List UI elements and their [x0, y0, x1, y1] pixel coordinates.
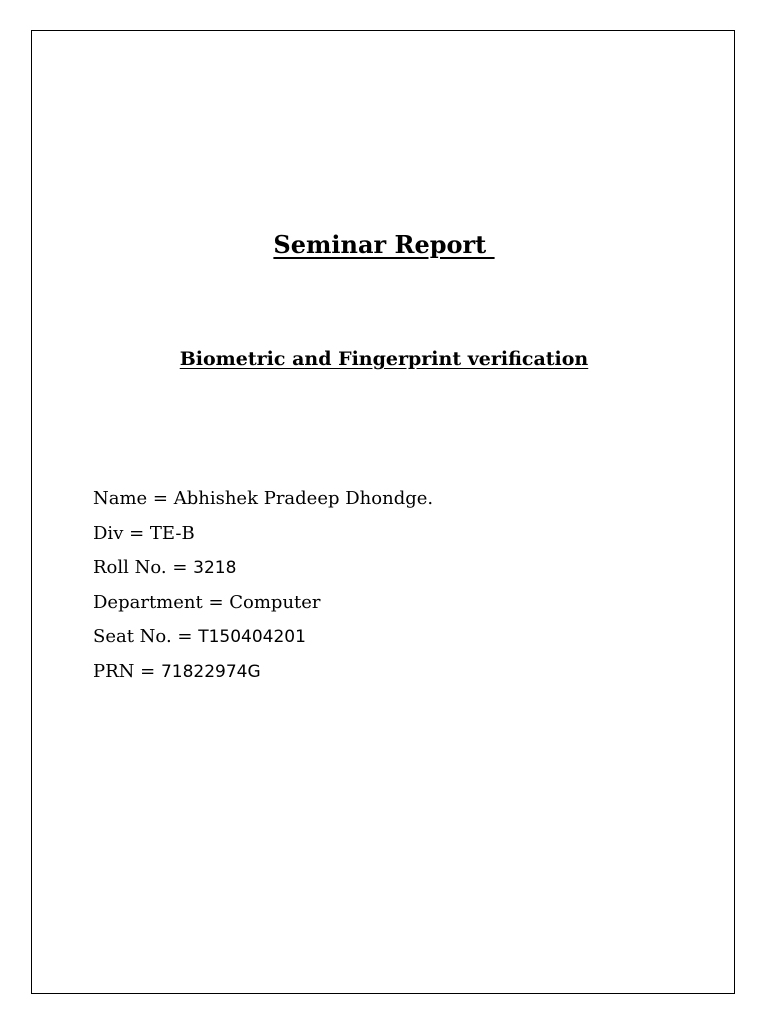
detail-label: Department = — [93, 591, 230, 613]
detail-row-div — [93, 520, 433, 555]
detail-value: Abhishek Pradeep Dhondge. — [173, 488, 434, 509]
detail-row-name — [93, 485, 433, 520]
report-subtitle: Biometric and Fingerprint verification — [179, 348, 589, 370]
detail-value: 3218 — [193, 558, 237, 578]
detail-row-prn — [93, 658, 433, 693]
detail-row-roll-no — [93, 554, 433, 589]
detail-label: PRN = — [93, 660, 161, 682]
detail-row-seat-no — [93, 623, 433, 658]
detail-value: TE-B — [149, 522, 195, 544]
detail-value: Computer — [229, 591, 321, 613]
detail-value: 71822974G — [160, 661, 261, 682]
detail-label: Seat No. = — [93, 626, 199, 647]
detail-row-department — [93, 589, 433, 624]
detail-label: Div = — [93, 522, 150, 544]
report-title: Seminar Report — [273, 230, 495, 259]
detail-label: Roll No. = — [93, 557, 194, 578]
detail-value: T150404201 — [198, 627, 306, 647]
student-details — [93, 485, 433, 692]
detail-label: Name = — [93, 488, 174, 509]
